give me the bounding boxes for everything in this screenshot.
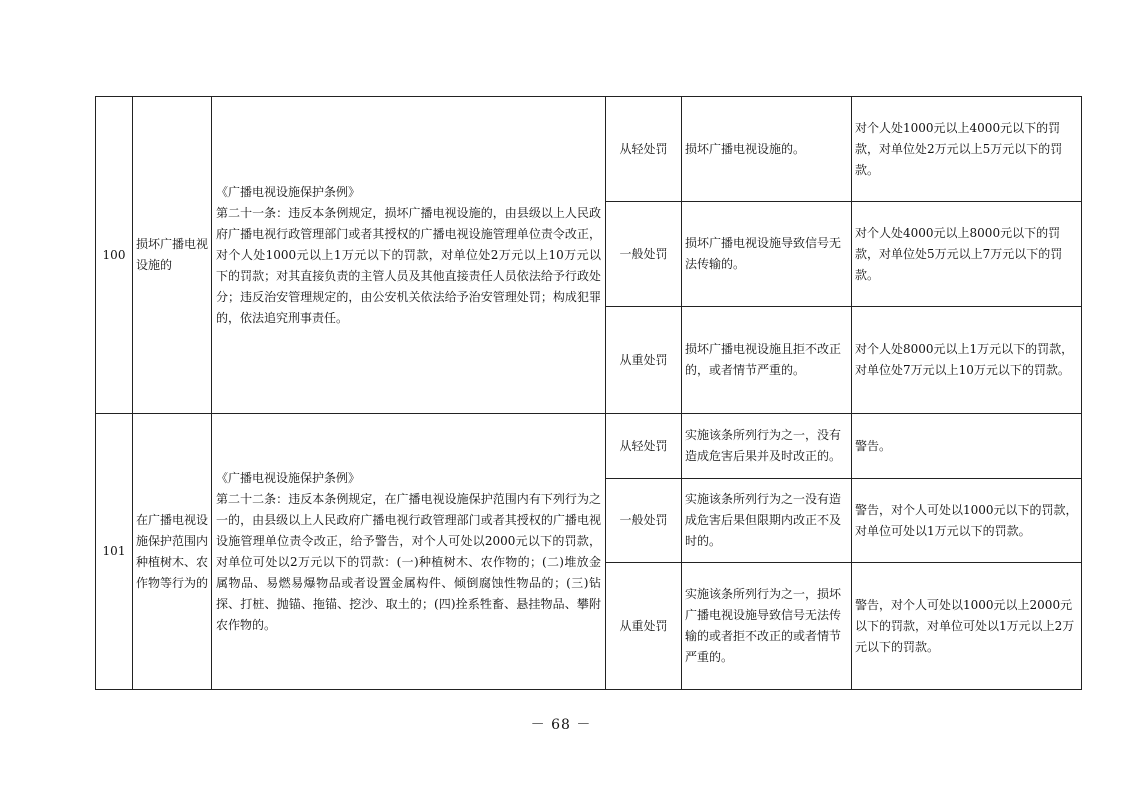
item-number: 100: [96, 97, 133, 414]
violation-circumstance: 实施该条所列行为之一没有造成危害后果但限期内改正不及时的。: [682, 479, 852, 563]
penalty-level: 从轻处罚: [606, 414, 682, 479]
penalty-level: 一般处罚: [606, 479, 682, 563]
page-number: － 68 －: [530, 717, 592, 733]
basis-text: 第二十二条：违反本条例规定，在广播电视设施保护范围内有下列行为之一的，由县级以上人民政府广播电视行政管理部门或者其授权的广播电视设施管理单位责令改正，给予警告，对个人可处以2000元以下的罚款，对单位可处以2万元以下的罚款：(一)种植树木、农作物的；(二)堆放金属物品、易燃易爆物品或者设置金属构件、倾倒腐蚀性物品的；(三)钻探、打桩、抛锚、拖锚、挖沙、取土的；(四)拴系牲畜、悬挂物品、攀附农作物的。: [216, 491, 601, 632]
violation-circumstance: 损坏广播电视设施导致信号无法传输的。: [682, 202, 852, 307]
penalty-standards-table: [95, 96, 1082, 690]
penalty-standard: 对个人处1000元以上4000元以下的罚款，对单位处2万元以上5万元以下的罚款。: [852, 97, 1082, 202]
basis-title: 《广播电视设施保护条例》: [216, 470, 361, 485]
table-row: [96, 97, 1082, 202]
basis-text: 第二十一条：违反本条例规定，损坏广播电视设施的，由县级以上人民政府广播电视行政管理部门或者其授权的广播电视设施管理单位责令改正，对个人处1000元以上1万元以下的罚款，对单位处2万元以上10万元以下的罚款；对其直接负责的主管人员及其他直接责任人员依法给予行政处分；违反治安管理规定的，由公安机关依法给予治安管理处罚；构成犯罪的，依法追究刑事责任。: [216, 205, 601, 325]
penalty-standard: 对个人处8000元以上1万元以下的罚款，对单位处7万元以上10万元以下的罚款。: [852, 307, 1082, 414]
penalty-standard: 警告，对个人可处以1000元以上2000元以下的罚款，对单位可处以1万元以上2万元以下的罚款。: [852, 563, 1082, 690]
legal-basis: [212, 97, 606, 414]
item-number: 101: [96, 414, 133, 690]
violation-name: 在广播电视设施保护范围内种植树木、农作物等行为的: [133, 414, 212, 690]
table-row: [96, 414, 1082, 479]
violation-circumstance: 实施该条所列行为之一，没有造成危害后果并及时改正的。: [682, 414, 852, 479]
penalty-level: 从重处罚: [606, 307, 682, 414]
violation-circumstance: 实施该条所列行为之一，损坏广播电视设施导致信号无法传输的或者拒不改正的或者情节严重的。: [682, 563, 852, 690]
penalty-standard: 警告。: [852, 414, 1082, 479]
violation-name: 损坏广播电视设施的: [133, 97, 212, 414]
penalty-standard: 警告，对个人可处以1000元以下的罚款，对单位可处以1万元以下的罚款。: [852, 479, 1082, 563]
penalty-standard: 对个人处4000元以上8000元以下的罚款，对单位处5万元以上7万元以下的罚款。: [852, 202, 1082, 307]
penalty-level: 从轻处罚: [606, 97, 682, 202]
violation-circumstance: 损坏广播电视设施的。: [682, 97, 852, 202]
violation-circumstance: 损坏广播电视设施且拒不改正的，或者情节严重的。: [682, 307, 852, 414]
legal-basis: [212, 414, 606, 690]
penalty-level: 一般处罚: [606, 202, 682, 307]
basis-title: 《广播电视设施保护条例》: [216, 184, 361, 199]
penalty-level: 从重处罚: [606, 563, 682, 690]
